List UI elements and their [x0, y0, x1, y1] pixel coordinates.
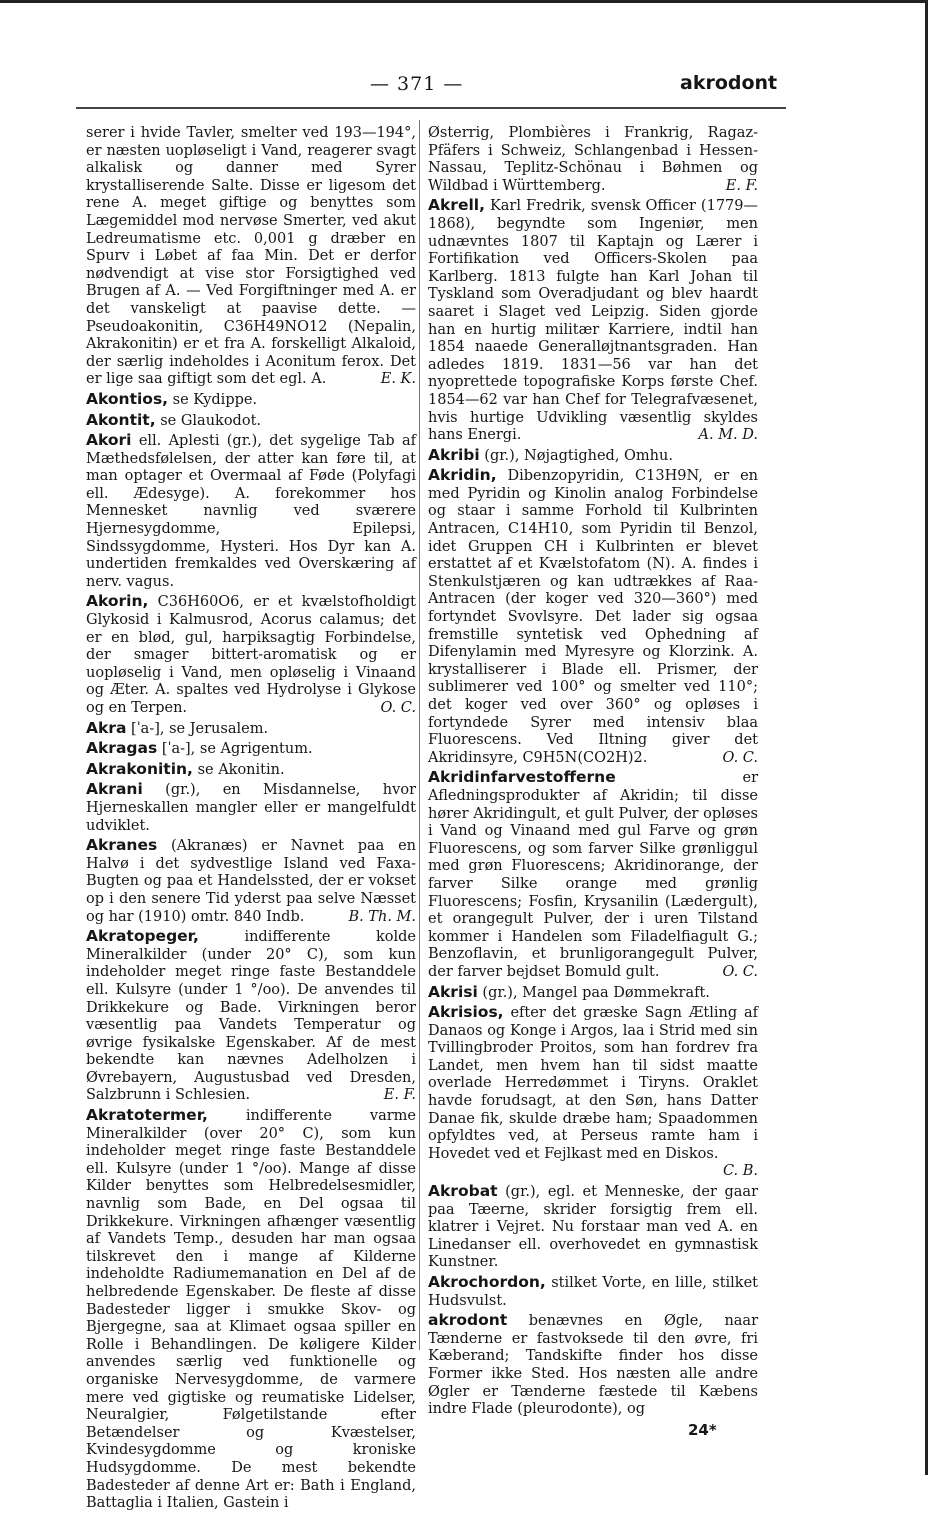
- entry: [86, 593, 416, 717]
- entry-text: Østerrig, Plombières i Frankrig, Ragaz-Pfäfers i Schweiz, Schlangenbad i Hessen-Nassau, Teplitz-Schönau i Bøhmen og Wildbad i Württemberg.: [428, 125, 758, 194]
- entry-text: (Akranæs) er Navnet paa en Halvø i det sydvestlige Island ved Faxa-Bugten og paa et Handelssted, der er vokset op i den senere Tid yderst paa selve Næsset og har (1910) omtr. 840 Indb.: [86, 838, 416, 925]
- entry: [428, 769, 758, 981]
- scan-edge-top: [0, 0, 928, 3]
- left-column: [86, 125, 416, 1515]
- entry-text: serer i hvide Tavler, smelter ved 193—194°, er næsten uopløseligt i Vand, reagerer svagt alkalisk og danner med Syrer krystalliserende Salte. Disse er ligesom det rene A. meget giftige og benyttes som Lægemiddel mod nervøse Smerter, ved akut Ledreumatisme etc. 0,001 g dræber en Spurv i Løbet af faa Min. Det er derfor nødvendigt at vise stor Forsigtighed ved Brugen af A. — Ved Forgiftninger med A. er det vanskeligt at paavise dette. — Pseudoakonitin, C36H49NO12 (Nepalin, Akrakonitin) er et fra A. forskelligt Alkaloid, der særlig indeholdes i Aconitum ferox. Det er lige saa giftigt som det egl. A.: [86, 125, 416, 388]
- entry: [86, 781, 416, 835]
- entry: [86, 432, 416, 591]
- entry-text: benævnes en Øgle, naar Tænderne er fastvoksede til den øvre, fri Kæberand; Tandskifte finder hos disse Former ikke Sted. Hos næsten alle andre Øgler er Tænderne fæstede til Kæbens indre Flade (pleurodonte), og: [428, 1313, 759, 1418]
- entry-signature: O. C.: [380, 700, 416, 716]
- entry-headword: Akrakonitin,: [86, 759, 193, 778]
- entry: [428, 1312, 758, 1419]
- entry-text: (gr.), en Misdannelse, hvor Hjerneskallen mangler eller er mangelfuldt udviklet.: [86, 782, 416, 834]
- entry-text: ell. Aplesti (gr.), det sygelige Tab af Mæthedsfølelsen, der atter kan føre til, at man optager et Overmaal af Føde (Polyfagi ell. Ædesyge). A. forekommer hos Mennesket navnlig ved sværere Hjernesygdomme, Epilepsi, Sindssygdomme, Hysteri. Hos Dyr kan A. undertiden fremkaldes ved Overskæring af nerv. vagus.: [86, 433, 416, 590]
- entry-signature: E. K.: [380, 371, 416, 388]
- entry-headword: Akridinfarvestofferne: [428, 768, 616, 787]
- entry-headword: Akranes: [86, 836, 158, 855]
- entry-headword: Akridin,: [428, 466, 497, 485]
- entry: [428, 447, 758, 466]
- entry: [86, 928, 416, 1105]
- entry: [86, 412, 416, 431]
- entry-text: C36H60O6, er et kvælstofholdigt Glykosid i Kalmusrod, Acorus calamus; det er en blød, gul, harpiksagtig Forbindelse, der smager bittert-aromatisk og er uopløselig i Vand, men opløselig i Vinaand og Æter. A. spaltes ved Hydrolyse i Glykose og en Terpen.: [86, 594, 416, 716]
- entry-text: se Glaukodot.: [160, 412, 262, 429]
- entry-text: [ˈa-], se Jerusalem.: [131, 720, 269, 737]
- head-word: akrodont: [680, 72, 778, 94]
- entry-text: (gr.), Nøjagtighed, Omhu.: [484, 447, 673, 464]
- entry-signature: B. Th. M.: [348, 908, 416, 925]
- entry: [428, 467, 758, 767]
- entry-text: indifferente kolde Mineralkilder (under 20° C), som kun indeholder meget ringe faste Bestanddele ell. Kulsyre (under 1 °/oo). De anvendes til Drikkekure og Bade. Virkningen beror væsentlig paa Vandets Temperatur og øvrige fysikalske Egenskaber. Af de mest bekendte kan nævnes Adelholzen i Øvrebayern, Augustusbad ved Dresden, Salzbrunn i Schlesien.: [86, 929, 416, 1104]
- entry-text: Karl Fredrik, svensk Officer (1779—1868), begyndte som Ingeniør, men udnævntes 1807 til Kaptajn og Lærer i Fortifikation ved Officers-Skolen paa Karlberg. 1813 fulgte han Karl Johan til Tyskland som Overadjudant og blev haardt saaret i Slaget ved Leipzig. Siden gjorde han en hurtig militær Karriere, indtil han 1854 naaede Generalløjtnantsgraden. Han adledes 1819. 1831—56 var han det nyoprettede topografiske Korps første Chef. 1854—62 var han Chef for Telegrafvæsenet, hvis hurtige Udvikling væsentlig skyldes hans Energi.: [428, 198, 758, 444]
- entry-headword: Akratotermer,: [86, 1106, 208, 1125]
- entry-headword: Akragas: [86, 739, 158, 758]
- entry: [86, 761, 416, 780]
- entry-headword: Akorin,: [86, 592, 149, 611]
- entry-text: er Afledningsprodukter af Akridin; til disse hører Akridingult, et gult Pulver, der opløses i Vand og Vinaand med gul Farve og grøn Fluorescens, og som farver Silke grønliggul med grøn Fluorescens; Akridinorange, der farver Silke orange med grønlig Fluorescens; Fosfin, Krysanilin (Lædergult), et orangegult Pulver, der i uren Tilstand kommer i Handelen som Filadelfiagult G.; Benzoflavin, et brunligorangegult Pulver, der farver bejdset Bomuld gult.: [428, 770, 758, 980]
- running-head: [0, 73, 928, 103]
- entry-text: se Akonitin.: [197, 761, 285, 778]
- entry-headword: Akrisios,: [428, 1003, 504, 1022]
- entry: [428, 125, 758, 195]
- entry-headword: Akribi: [428, 445, 480, 464]
- entry-text: (gr.), egl. et Menneske, der gaar paa Tæerne, skrider forsigtig frem ell. klatrer i Vejret. Nu forstaar man ved A. en Linedanser ell. overhovedet en gymnastisk Kunstner.: [428, 1184, 758, 1271]
- entry-signature: A. M. D.: [698, 427, 758, 444]
- entry-text: efter det græske Sagn Ætling af Danaos og Konge i Argos, laa i Strid med sin Tvillingbroder Proitos, som han fordrev fra Landet, men hvem han til sidst maatte overlade Herredømmet i Tiryns. Oraklet havde forudsagt, at den Søn, hans Datter Danae fik, skulde dræbe ham; Spaadommen opfyldtes ved, at Perseus ramte ham i Hovedet ved et Fejlkast med en Diskos.: [428, 1005, 759, 1162]
- entry-text: (gr.), Mangel paa Dømmekraft.: [482, 984, 710, 1001]
- entry: [428, 197, 758, 444]
- entry: [428, 1004, 758, 1181]
- entry-signature: O. C.: [722, 749, 758, 766]
- entry-headword: Akrisi: [428, 982, 478, 1001]
- entry-headword: Akrell,: [428, 196, 485, 215]
- entry: [86, 740, 416, 759]
- entry-signature: E. F.: [383, 1087, 416, 1104]
- entry-text: [ˈa-], se Agrigentum.: [161, 741, 313, 758]
- entry-headword: akrodont: [428, 1311, 508, 1330]
- entry: [86, 837, 416, 926]
- entry-headword: Akrani: [86, 780, 143, 799]
- entry-signature: O. C.: [722, 963, 758, 980]
- right-column: [428, 125, 758, 1439]
- entry: [428, 1183, 758, 1272]
- entry-signature: C. B.: [722, 1163, 758, 1180]
- entry: [428, 1274, 758, 1310]
- entry-text: se Kydippe.: [172, 391, 258, 408]
- entry: [428, 984, 758, 1003]
- entry-headword: Akori: [86, 431, 132, 450]
- entry: [86, 1107, 416, 1513]
- header-rule: [76, 107, 786, 109]
- entry-headword: Akratopeger,: [86, 927, 199, 946]
- entry-headword: Akontios,: [86, 389, 169, 408]
- entry-headword: Akrobat: [428, 1182, 498, 1201]
- entry-headword: Akrochordon,: [428, 1273, 546, 1291]
- entry-signature: E. F.: [725, 177, 758, 194]
- signature-mark: 24*: [688, 1420, 717, 1439]
- entry: [86, 391, 416, 410]
- entry-text: indifferente varme Mineralkilder (over 20° C), som kun indeholder meget ringe faste Bestanddele ell. Kulsyre (under 1 °/oo). Mange af disse Kilder benyttes som Helbredelsesmidler, navnlig som Bade, en Del ogsaa til Drikkekure. Virkningen afhænger væsentlig af Vandets Temp., desuden har man ogsaa tilskrevet den i mange af Kilderne indeholdte Radiumemanation en Del af de helbredende Egenskaber. De fleste af disse Badesteder ligger i smukke Skov- og Bjergegne, saa at Klimaet ogsaa spiller en Rolle i Behandlingen. De køligere Kilder anvendes særlig ved funktionelle og organiske Nervesygdomme, de varmere mere ved gigtiske og reumatiske Lidelser, Neuralgier, Følgetilstande efter Betændelser og Kvæstelser, Kvindesygdomme og kroniske Hudsygdomme. De mest bekendte Badesteder af denne Art er: Bath i England, Battaglia i Italien, Gastein i: [86, 1108, 416, 1512]
- entry-text: Dibenzopyridin, C13H9N, er en med Pyridin og Kinolin analog Forbindelse og staar i samme Forhold til Kulbrinten Antracen, C14H10, som Pyridin til Benzol, idet Gruppen CH i Kulbrinten er blevet erstattet af et Kvælstofatom (N). A. findes i Stenkulstjæren og kan udtrækkes af Raa-Antracen (der koger ved 320—360°) med fortyndet Svovlsyre. Det lader sig ogsaa fremstille syntetisk ved Ophedning af Difenylamin med Myresyre og Klorzink. A. krystalliserer i Blade ell. Prismer, der sublimerer ved 100° og smelter ved 110°; det koger ved over 360° og opløses i fortyndede Syrer med intensiv blaa Fluorescens. Ved Iltning giver det Akridinsyre, C9H5N(CO2H)2.: [428, 468, 758, 766]
- entry-headword: Akontit,: [86, 410, 156, 429]
- entry-text: stilket Vorte, en lille, stilket Hudsvulst.: [428, 1275, 758, 1309]
- entry: [86, 720, 416, 739]
- entry: [86, 125, 416, 389]
- column-divider: [419, 120, 420, 1350]
- entry-headword: Akra: [86, 718, 127, 737]
- page-number: — 371 —: [370, 73, 464, 95]
